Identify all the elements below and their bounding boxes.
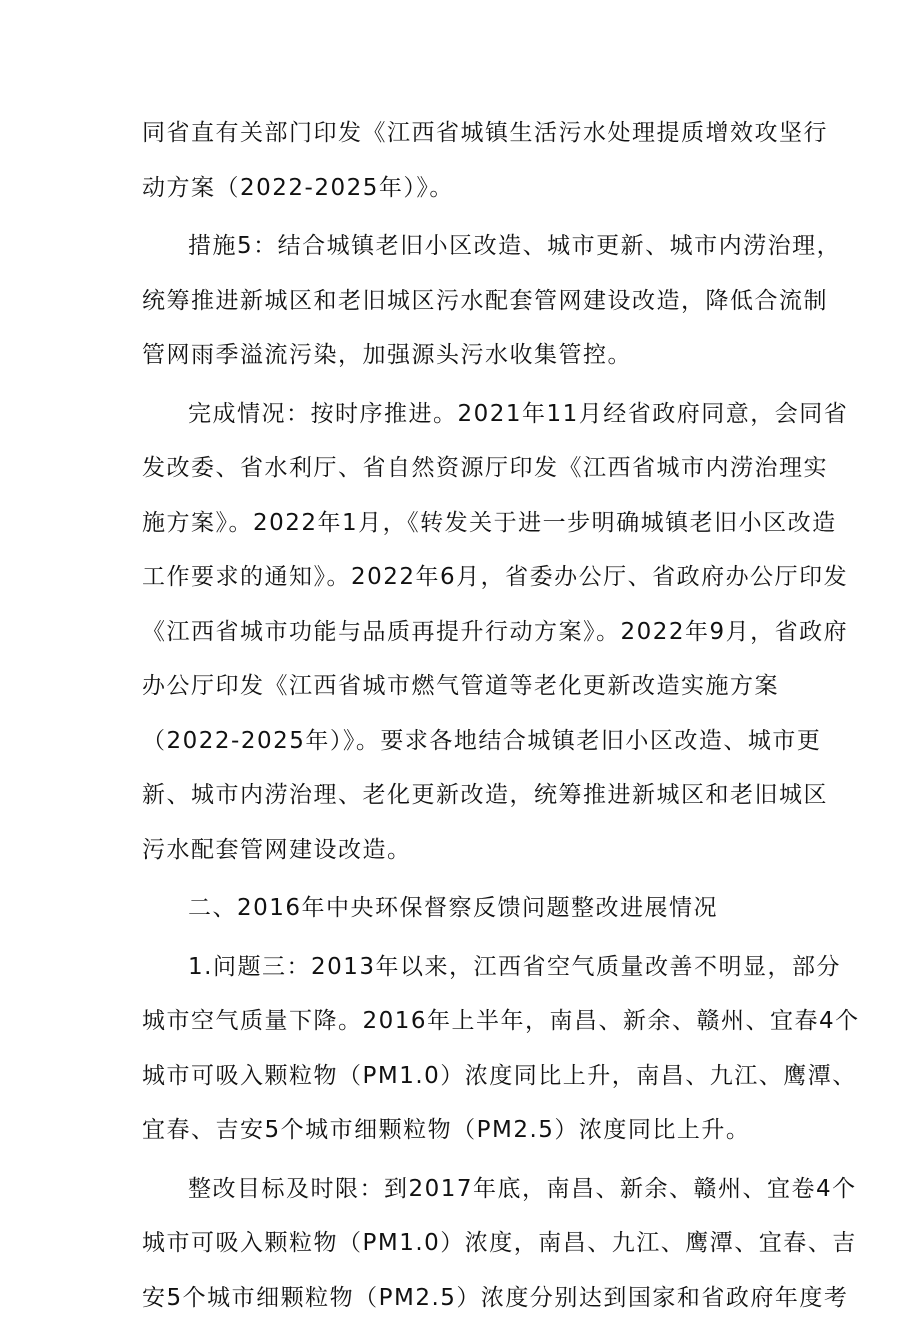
paragraph-target	[142, 1162, 857, 1326]
text-line: 二、2016年中央环保督察反馈问题整改进展情况	[188, 895, 719, 921]
paragraph-continuation	[142, 106, 828, 215]
text-line: 管网雨季溢流污染，加强源头污水收集管控。	[142, 342, 632, 368]
paragraph-section2	[142, 881, 802, 936]
text-line: 统筹推进新城区和老旧城区污水配套管网建设改造，降低合流制	[142, 287, 828, 314]
text-line: 发改委、省水利厅、省自然资源厅印发《江西省城市内涝治理实	[142, 455, 828, 481]
text-line: （2022-2025年）》。要求各地结合城镇老旧小区改造、城市更	[142, 727, 822, 754]
text-line: 同省直有关部门印发《江西省城镇生活污水处理提质增效攻坚行	[142, 120, 828, 146]
text-line: 城市空气质量下降。2016年上半年，南昌、新余、赣州、宜春4个	[142, 1008, 860, 1034]
text-line: 办公厅印发《江西省城市燃气管道等老化更新改造实施方案	[142, 673, 779, 699]
paragraph-completion	[142, 387, 849, 878]
text-line: 城市可吸入颗粒物（PM1.0）浓度，南昌、九江、鹰潭、宜春、吉	[142, 1230, 857, 1256]
paragraph-measure5	[142, 219, 842, 383]
text-line: 完成情况：按时序推进。2021年11月经省政府同意，会同省	[188, 400, 849, 427]
text-line: 宜春、吉安5个城市细颗粒物（PM2.5）浓度同比上升。	[142, 1117, 751, 1143]
text-line: 整改目标及时限：到2017年底，南昌、新余、赣州、宜卷4个	[188, 1175, 857, 1202]
text-line: 施方案》。2022年1月，《转发关于进一步明确城镇老旧小区改造	[142, 509, 837, 536]
text-line: 污水配套管网建设改造。	[142, 836, 412, 863]
text-line: 安5个城市细颗粒物（PM2.5）浓度分别达到国家和省政府年度考	[142, 1284, 849, 1311]
text-line: 措施5：结合城镇老旧小区改造、城市更新、城市内涝治理，	[188, 233, 842, 259]
text-line: 1.问题三：2013年以来，江西省空气质量改善不明显，部分	[188, 953, 841, 980]
text-line: 《江西省城市功能与品质再提升行动方案》。2022年9月，省政府	[142, 618, 849, 645]
text-line: 动方案（2022-2025年）》。	[142, 174, 454, 201]
text-line: 工作要求的通知》。2022年6月，省委办公厅、省政府办公厅印发	[142, 564, 849, 590]
text-line: 城市可吸入颗粒物（PM1.0）浓度同比上升，南昌、九江、鹰潭、	[142, 1062, 857, 1089]
paragraph-issue3	[142, 940, 860, 1158]
text-line: 新、城市内涝治理、老化更新改造，统筹推进新城区和老旧城区	[142, 782, 828, 808]
document-body	[142, 106, 860, 1329]
